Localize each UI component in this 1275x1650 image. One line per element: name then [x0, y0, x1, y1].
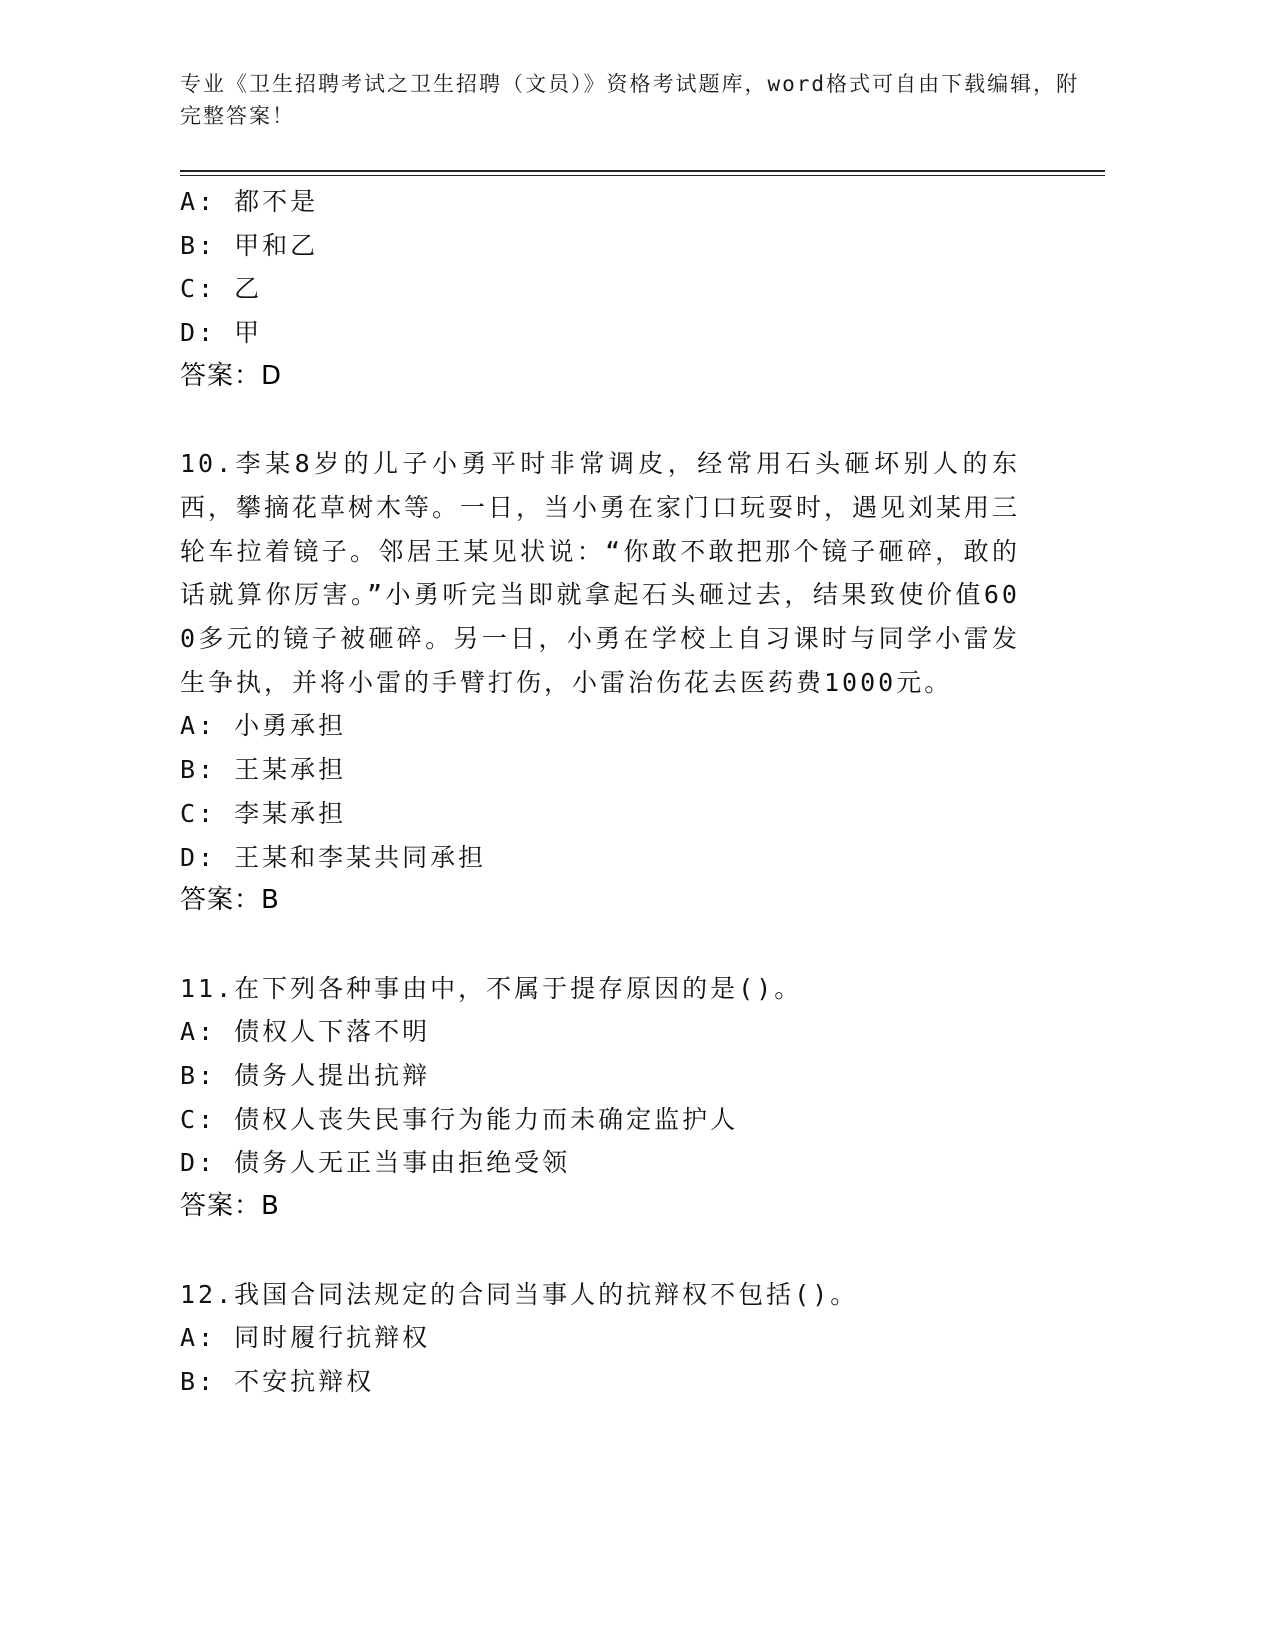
question-11	[180, 967, 1020, 1229]
option-b: B: 王某承担	[180, 755, 347, 785]
question-list	[180, 180, 1020, 1404]
option-a: A: 同时履行抗辩权	[180, 1323, 431, 1353]
option-b: B: 甲和乙	[180, 230, 319, 260]
document-header	[180, 68, 1080, 132]
spacer	[180, 1229, 1020, 1273]
option-d: D: 甲	[180, 318, 263, 348]
answer-label: 答案：B	[180, 1191, 280, 1222]
question-stem: 11.在下列各种事由中，不属于提存原因的是()。	[180, 973, 803, 1003]
option-c: C: 债权人丧失民事行为能力而未确定监护人	[180, 1104, 739, 1134]
question-12	[180, 1273, 1020, 1404]
spacer	[180, 923, 1020, 967]
question-9-tail	[180, 180, 1020, 399]
answer-label: 答案：D	[180, 360, 283, 391]
option-c: C: 乙	[180, 274, 263, 304]
header-title: 专业《卫生招聘考试之卫生招聘（文员）》资格考试题库，word格式可自由下载编辑，附完整答案！	[180, 72, 1080, 128]
option-a: A: 都不是	[180, 187, 319, 216]
option-a: A: 小勇承担	[180, 711, 347, 741]
option-c: C: 李某承担	[180, 798, 347, 828]
header-divider-thick	[180, 170, 1105, 172]
question-stem: 10.李某8岁的儿子小勇平时非常调皮，经常用石头砸坏别人的东西，攀摘花草树木等。一日，当小勇在家门口玩耍时，遇见刘某用三轮车拉着镜子。邻居王某见状说：“你敢不敢把那个镜子砸碎，敢的话就算你厉害。”小勇听完当即就拿起石头砸过去，结果致使价值600多元的镜子被砸碎。另一日，小勇在学校上自习课时与同学小雷发生争执，并将小雷的手臂打伤，小雷治伤花去医药费1000元。	[180, 449, 1021, 697]
question-10	[180, 442, 1020, 923]
answer-label: 答案：B	[180, 885, 280, 916]
question-stem: 12.我国合同法规定的合同当事人的抗辩权不包括()。	[180, 1279, 859, 1309]
header-divider-thin	[180, 175, 1105, 176]
option-b: B: 不安抗辩权	[180, 1366, 375, 1396]
option-a: A: 债权人下落不明	[180, 1017, 431, 1047]
spacer	[180, 399, 1020, 443]
option-b: B: 债务人提出抗辩	[180, 1061, 431, 1091]
option-d: D: 债务人无正当事由拒绝受领	[180, 1148, 571, 1178]
option-d: D: 王某和李某共同承担	[180, 842, 487, 872]
